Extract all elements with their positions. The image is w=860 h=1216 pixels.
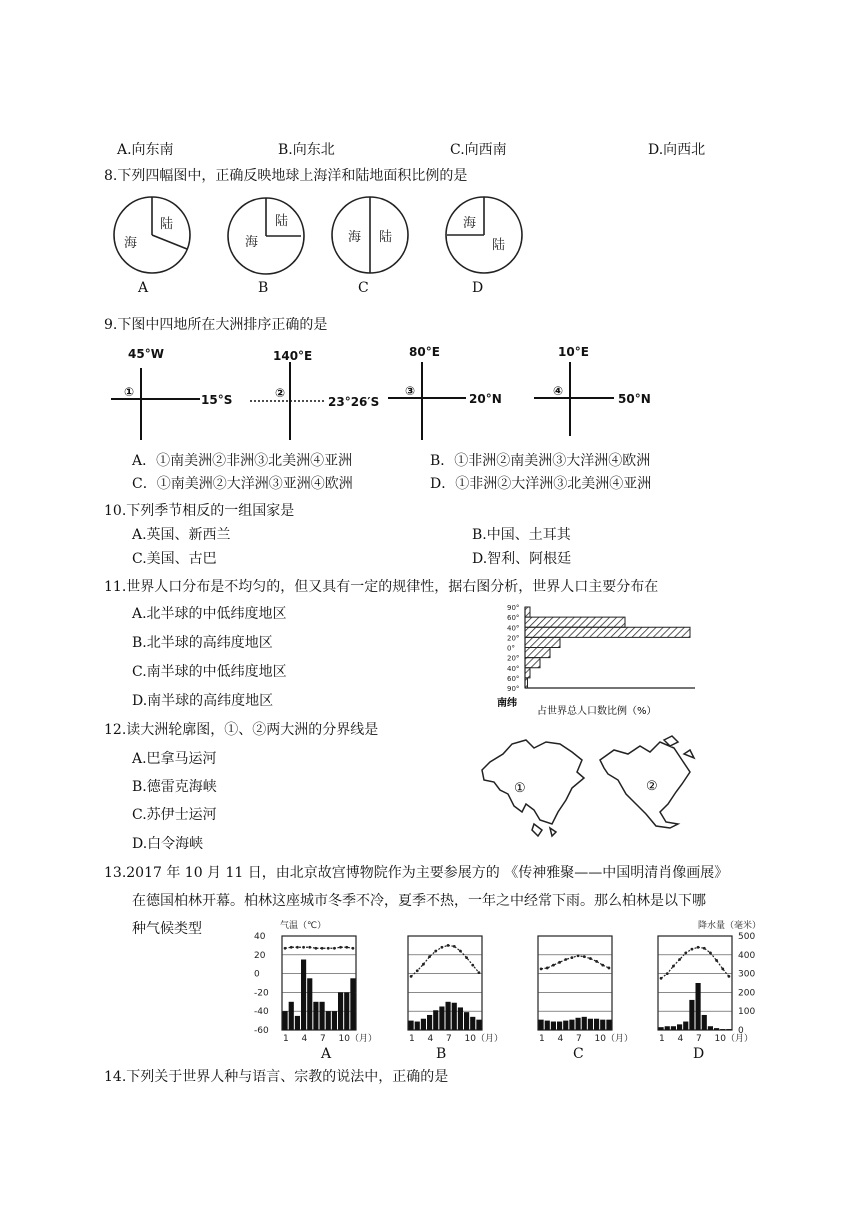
precip-bar	[350, 978, 355, 1030]
precip-bar	[338, 992, 343, 1030]
q13-label-b: B	[436, 1046, 447, 1062]
month-tick: 7	[696, 1034, 702, 1044]
precip-bar	[433, 1010, 438, 1030]
q10-option-b: B.中国、土耳其	[472, 527, 571, 543]
precip-tick: 200	[738, 988, 756, 999]
month-tick: 7	[576, 1034, 582, 1044]
temp-tick: 20	[254, 950, 266, 961]
pop-bar	[525, 617, 625, 627]
month-tick: 1	[659, 1034, 665, 1044]
pop-ytick: 0°	[507, 644, 515, 653]
temp-point	[416, 969, 419, 972]
temp-point	[478, 971, 481, 974]
climate-panel	[408, 936, 503, 1044]
precip-bar	[576, 1018, 581, 1030]
precip-bar	[344, 992, 349, 1030]
precip-bar	[665, 1026, 670, 1030]
point3-lat: 20°N	[469, 392, 502, 406]
precip-bar	[409, 1021, 414, 1030]
month-tick: 4	[427, 1034, 434, 1044]
temp-point	[589, 957, 592, 960]
temp-axis-label: 气温（℃）	[280, 921, 327, 931]
precip-bar	[313, 1002, 318, 1030]
temp-point	[453, 945, 456, 948]
temp-point	[666, 972, 669, 975]
precip-bar	[720, 1029, 725, 1030]
pie-c-sea-label: 海	[348, 230, 362, 245]
precip-bar	[600, 1020, 605, 1030]
q10-stem: 10.下列季节相反的一组国家是	[104, 503, 295, 519]
pie-b-sea-label: 海	[245, 235, 259, 250]
precip-bar	[421, 1019, 426, 1030]
precip-bar	[683, 1022, 688, 1030]
precip-bar	[557, 1022, 562, 1030]
precip-bar	[320, 1002, 325, 1030]
precip-bar	[551, 1022, 556, 1030]
continent-outline-map	[468, 732, 728, 842]
point4-lat: 50°N	[618, 392, 651, 406]
temp-point	[703, 947, 706, 950]
month-tick: 10（月）	[338, 1034, 377, 1044]
precip-bar	[295, 1016, 300, 1030]
pop-ytick: 90°	[507, 604, 520, 612]
temp-point	[601, 964, 604, 967]
precip-bar	[702, 1015, 707, 1030]
point1-num: ①	[124, 385, 135, 399]
q12-option-c: C.苏伊士运河	[132, 807, 217, 823]
q10-option-c: C.美国、古巴	[132, 551, 217, 567]
pop-bar	[525, 607, 530, 617]
q8-label-a: A	[138, 280, 149, 296]
temp-point	[546, 967, 549, 970]
q10-option-d: D.智利、阿根廷	[472, 551, 572, 567]
q12-option-b: B.德雷克海峡	[132, 779, 217, 795]
temp-point	[321, 947, 324, 950]
month-tick: 10（月）	[594, 1034, 633, 1044]
point2-num: ②	[275, 386, 286, 400]
q10-option-a: A.英国、新西兰	[132, 527, 231, 543]
q8-stem: 8.下列四幅图中，正确反映地球上海洋和陆地面积比例的是	[104, 168, 468, 184]
q12-stem: 12.读大洲轮廓图，①、②两大洲的分界线是	[104, 722, 379, 738]
temp-point	[684, 952, 687, 955]
q14-stem: 14.下列关于世界人种与语言、宗教的说法中，正确的是	[104, 1069, 449, 1085]
temp-point	[302, 946, 305, 949]
q11-option-d: D.南半球的高纬度地区	[132, 693, 274, 709]
pop-ytick: 90°	[507, 685, 520, 693]
temp-point	[339, 946, 342, 949]
temp-point	[465, 956, 468, 959]
precip-bar	[708, 1026, 713, 1030]
precip-bar	[696, 983, 701, 1030]
precip-bar	[326, 1011, 331, 1030]
precip-bar	[415, 1022, 420, 1030]
temp-point	[540, 968, 543, 971]
temp-point	[428, 955, 431, 958]
q7-option-a: A.向东南	[117, 142, 174, 158]
pop-ytick: 20°	[507, 654, 520, 663]
precip-bar	[588, 1019, 593, 1030]
temp-point	[552, 964, 555, 967]
temp-point	[410, 975, 413, 978]
point1-lon: 45°W	[128, 347, 164, 361]
pop-ytick: 40°	[507, 624, 520, 633]
q11-option-b: B.北半球的高纬度地区	[132, 635, 273, 651]
pop-bar	[525, 668, 530, 678]
q12-option-d: D.白令海峡	[132, 836, 204, 852]
precip-bar	[677, 1024, 682, 1030]
point3-lon: 80°E	[409, 345, 440, 359]
temp-point	[352, 947, 355, 950]
temp-point	[434, 950, 437, 953]
precip-tick: 0	[738, 1026, 744, 1036]
temp-point	[290, 946, 293, 949]
temp-point	[571, 956, 574, 959]
precip-bar	[283, 1011, 288, 1030]
pie-a-sea-label: 海	[124, 236, 138, 251]
precip-bar	[582, 1017, 587, 1030]
point3-num: ③	[405, 384, 416, 398]
precip-tick: 100	[738, 1007, 756, 1018]
precip-bar	[689, 1000, 694, 1030]
q12-option-a: A.巴拿马运河	[132, 751, 217, 767]
temp-tick: -20	[254, 988, 269, 999]
climate-frame	[408, 936, 482, 1030]
temp-line	[411, 945, 479, 976]
point2-lat: 23°26′S	[328, 395, 380, 409]
temp-point	[315, 947, 318, 950]
q11-stem: 11.世界人口分布是不均匀的，但又具有一定的规律性，据右图分析，世界人口主要分布在	[104, 579, 659, 595]
temp-tick: 40	[254, 932, 266, 942]
pop-ylabel: 南纬	[497, 698, 517, 709]
q9-option-d: D．①非洲②大洋洲③北美洲④亚洲	[430, 476, 652, 492]
q9-option-b: B．①非洲②南美洲③大洋洲④欧洲	[430, 453, 651, 469]
pop-bar	[525, 637, 560, 647]
point2-lon: 140°E	[273, 349, 313, 363]
precip-bar	[594, 1019, 599, 1030]
pop-bar	[525, 648, 550, 658]
precip-bar	[332, 1011, 337, 1030]
precip-bar	[439, 1007, 444, 1031]
q13-stem-line3: 种气候类型	[132, 921, 202, 937]
q13-stem-line2: 在德国柏林开幕。柏林这座城市冬季不冷，夏季不热，一年之中经常下雨。那么柏林是以下哪	[132, 893, 706, 909]
continent-1-outline	[482, 740, 584, 836]
population-latitude-chart	[495, 604, 735, 724]
precip-bar	[569, 1020, 574, 1030]
month-tick: 1	[283, 1034, 289, 1044]
temp-point	[422, 963, 425, 966]
precip-bar	[726, 1029, 731, 1030]
temp-point	[577, 954, 580, 957]
precip-axis-label: 降水量（毫米）	[698, 921, 762, 931]
q8-label-c: C	[358, 280, 369, 296]
month-tick: 10（月）	[464, 1034, 503, 1044]
q11-option-c: C.南半球的中低纬度地区	[132, 664, 287, 680]
q13-label-c: C	[573, 1046, 584, 1062]
precip-bar	[714, 1028, 719, 1030]
precip-bar	[464, 1012, 469, 1030]
pop-ytick: 60°	[507, 674, 520, 683]
q13-stem-line1: 13.2017 年 10 月 11 日，由北京故宫博物院作为主要参展方的 《传神雅聚——中国明清肖像画展》	[104, 865, 729, 881]
temp-point	[471, 964, 474, 967]
climate-frame	[658, 936, 732, 1030]
month-tick: 4	[677, 1034, 684, 1044]
temp-point	[441, 946, 444, 949]
temp-point	[583, 955, 586, 958]
precip-bar	[563, 1021, 568, 1030]
precip-bar	[458, 1007, 463, 1030]
climate-panel	[282, 936, 377, 1044]
q13-label-d: D	[693, 1046, 705, 1062]
precip-bar	[659, 1027, 664, 1030]
temp-point	[697, 946, 700, 949]
climate-frame	[538, 936, 612, 1030]
temp-point	[345, 946, 348, 949]
pie-b-land-label: 陆	[275, 214, 289, 229]
climate-panel	[538, 936, 633, 1044]
month-tick: 4	[557, 1034, 564, 1044]
pie-a-land-label: 陆	[160, 217, 174, 232]
temp-point	[564, 958, 567, 961]
temp-point	[721, 968, 724, 971]
q9-coordinate-figures	[0, 340, 860, 440]
q9-option-c: C．①南美洲②大洋洲③亚洲④欧洲	[132, 476, 353, 492]
q8-label-d: D	[472, 280, 484, 296]
q7-option-b: B.向东北	[278, 142, 335, 158]
q13-label-a: A	[321, 1046, 332, 1062]
temp-line	[285, 947, 353, 948]
q9-stem: 9.下图中四地所在大洲排序正确的是	[104, 317, 328, 333]
precip-bar	[470, 1017, 475, 1030]
pop-ytick: 60°	[507, 614, 520, 623]
q9-option-a: A．①南美洲②非洲③北美洲④亚洲	[132, 453, 353, 469]
pop-ytick: 20°	[507, 634, 520, 643]
precip-bar	[289, 1002, 294, 1030]
precip-tick: 500	[738, 932, 756, 942]
point4-lon: 10°E	[558, 345, 589, 359]
temp-point	[608, 967, 611, 970]
temp-tick: -60	[254, 1026, 269, 1036]
precip-bar	[427, 1015, 432, 1030]
pie-d-land-label: 陆	[492, 238, 506, 253]
point1-lat: 15°S	[201, 393, 233, 407]
temp-point	[678, 958, 681, 961]
temp-line	[541, 956, 609, 969]
month-tick: 7	[446, 1034, 452, 1044]
precip-bar	[539, 1020, 544, 1030]
q7-option-c: C.向西南	[450, 142, 507, 158]
month-tick: 1	[409, 1034, 415, 1044]
precip-bar	[301, 960, 306, 1031]
month-tick: 10（月）	[714, 1034, 753, 1044]
temp-point	[715, 959, 718, 962]
q7-option-d: D.向西北	[648, 142, 706, 158]
precip-bar	[545, 1021, 550, 1030]
continent-1-label: ①	[514, 781, 526, 796]
q11-option-a: A.北半球的中低纬度地区	[132, 606, 287, 622]
temp-point	[691, 948, 694, 951]
pop-bar	[525, 658, 540, 668]
q8-label-b: B	[258, 280, 269, 296]
pie-c-land-label: 陆	[379, 230, 393, 245]
precip-bar	[476, 1020, 481, 1030]
month-tick: 1	[539, 1034, 545, 1044]
q8-pie-figures	[0, 190, 860, 300]
precip-bar	[452, 1003, 457, 1030]
temp-point	[709, 952, 712, 955]
point4-num: ④	[553, 384, 564, 398]
temp-point	[327, 947, 330, 950]
climate-charts	[252, 918, 762, 1058]
precip-bar	[446, 1002, 451, 1030]
temp-point	[558, 961, 561, 964]
temp-point	[672, 965, 675, 968]
temp-point	[296, 946, 299, 949]
precip-tick: 400	[738, 950, 756, 961]
continent-2-label: ②	[646, 779, 658, 794]
temp-point	[447, 944, 450, 947]
pop-ytick: 40°	[507, 664, 520, 673]
temp-point	[308, 946, 311, 949]
temp-tick: -40	[254, 1007, 269, 1018]
temp-point	[660, 977, 663, 980]
pop-bar	[525, 627, 690, 637]
temp-point	[728, 975, 731, 978]
precip-bar	[307, 978, 312, 1030]
temp-point	[333, 947, 336, 950]
precip-bar	[606, 1020, 611, 1030]
temp-point	[284, 947, 287, 950]
temp-point	[459, 950, 462, 953]
temp-tick: 0	[254, 969, 260, 980]
month-tick: 4	[301, 1034, 308, 1044]
precip-tick: 300	[738, 969, 756, 980]
precip-bar	[671, 1026, 676, 1030]
pop-xlabel: 占世界总人口数比例（%）	[537, 706, 657, 717]
month-tick: 7	[320, 1034, 326, 1044]
pie-d-sea-label: 海	[463, 216, 477, 231]
temp-point	[595, 960, 598, 963]
